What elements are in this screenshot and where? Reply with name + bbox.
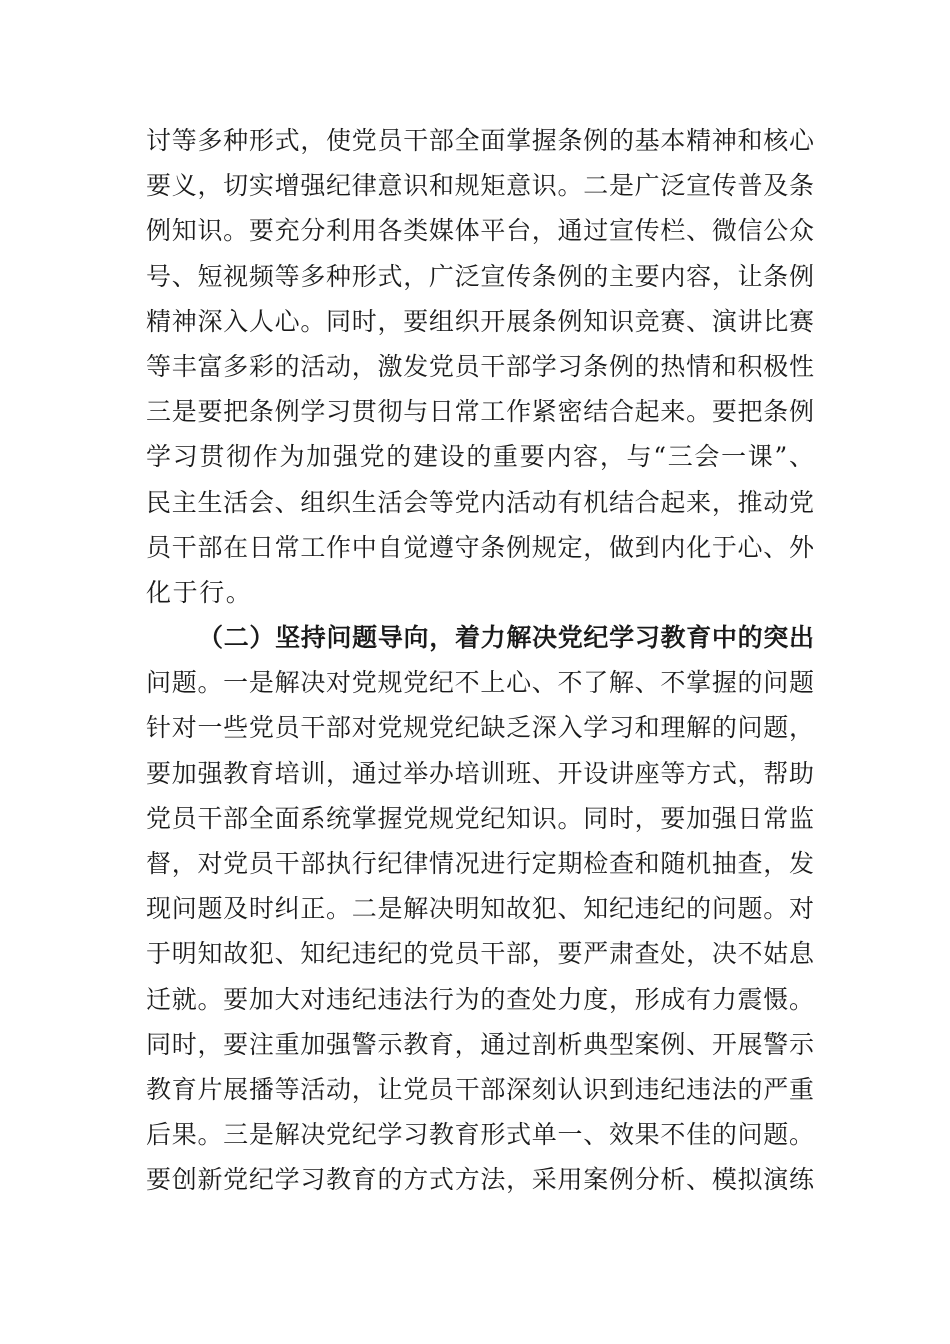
- text-line: 要创新党纪学习教育的方式方法，采用案例分析、模拟演练: [146, 1165, 814, 1195]
- text-line: 迁就。要加大对违纪违法行为的查处力度，形成有力震慑。: [146, 984, 814, 1014]
- text-line: 于明知故犯、知纪违纪的党员干部，要严肃查处，决不姑息: [146, 939, 814, 969]
- text-line: 教育片展播等活动，让党员干部深刻认识到违纪违法的严重: [146, 1074, 814, 1104]
- section-heading-line: （二）坚持问题导向，着力解决党纪学习教育中的突出: [198, 623, 814, 653]
- text-line: 学习贯彻作为加强党的建设的重要内容，与“三会一课”、: [146, 442, 814, 472]
- text-line: 三是要把条例学习贯彻与日常工作紧密结合起来。要把条例: [146, 397, 814, 427]
- text-line: 例知识。要充分利用各类媒体平台，通过宣传栏、微信公众: [146, 216, 814, 246]
- text-line: 号、短视频等多种形式，广泛宣传条例的主要内容，让条例: [146, 261, 814, 291]
- text-line: 民主生活会、组织生活会等党内活动有机结合起来，推动党: [146, 487, 814, 517]
- text-line: 精神深入人心。同时，要组织开展条例知识竞赛、演讲比赛: [146, 306, 814, 336]
- text-line: 等丰富多彩的活动，激发党员干部学习条例的热情和积极性: [146, 351, 814, 381]
- text-line: 后果。三是解决党纪学习教育形式单一、效果不佳的问题。: [146, 1120, 814, 1150]
- body-text: [146, 118, 814, 1203]
- text-line: 讨等多种形式，使党员干部全面掌握条例的基本精神和核心: [146, 126, 814, 155]
- text-line: 现问题及时纠正。二是解决明知故犯、知纪违纪的问题。对: [146, 894, 814, 924]
- text-line: 要加强教育培训，通过举办培训班、开设讲座等方式，帮助: [146, 758, 814, 788]
- text-line: 员干部在日常工作中自觉遵守条例规定，做到内化于心、外: [146, 532, 814, 562]
- text-line: 问题。一是解决对党规党纪不上心、不了解、不掌握的问题: [146, 668, 814, 698]
- text-line: 要义，切实增强纪律意识和规矩意识。二是广泛宣传普及条: [146, 171, 814, 201]
- text-line-paragraph-end: 化于行。: [146, 577, 253, 607]
- text-line: 党员干部全面系统掌握党规党纪知识。同时，要加强日常监: [146, 803, 814, 833]
- text-line: 督，对党员干部执行纪律情况进行定期检查和随机抽查，发: [146, 849, 814, 878]
- text-line: 同时，要注重加强警示教育，通过剖析典型案例、开展警示: [146, 1029, 814, 1059]
- text-line: 针对一些党员干部对党规党纪缺乏深入学习和理解的问题，: [146, 713, 814, 743]
